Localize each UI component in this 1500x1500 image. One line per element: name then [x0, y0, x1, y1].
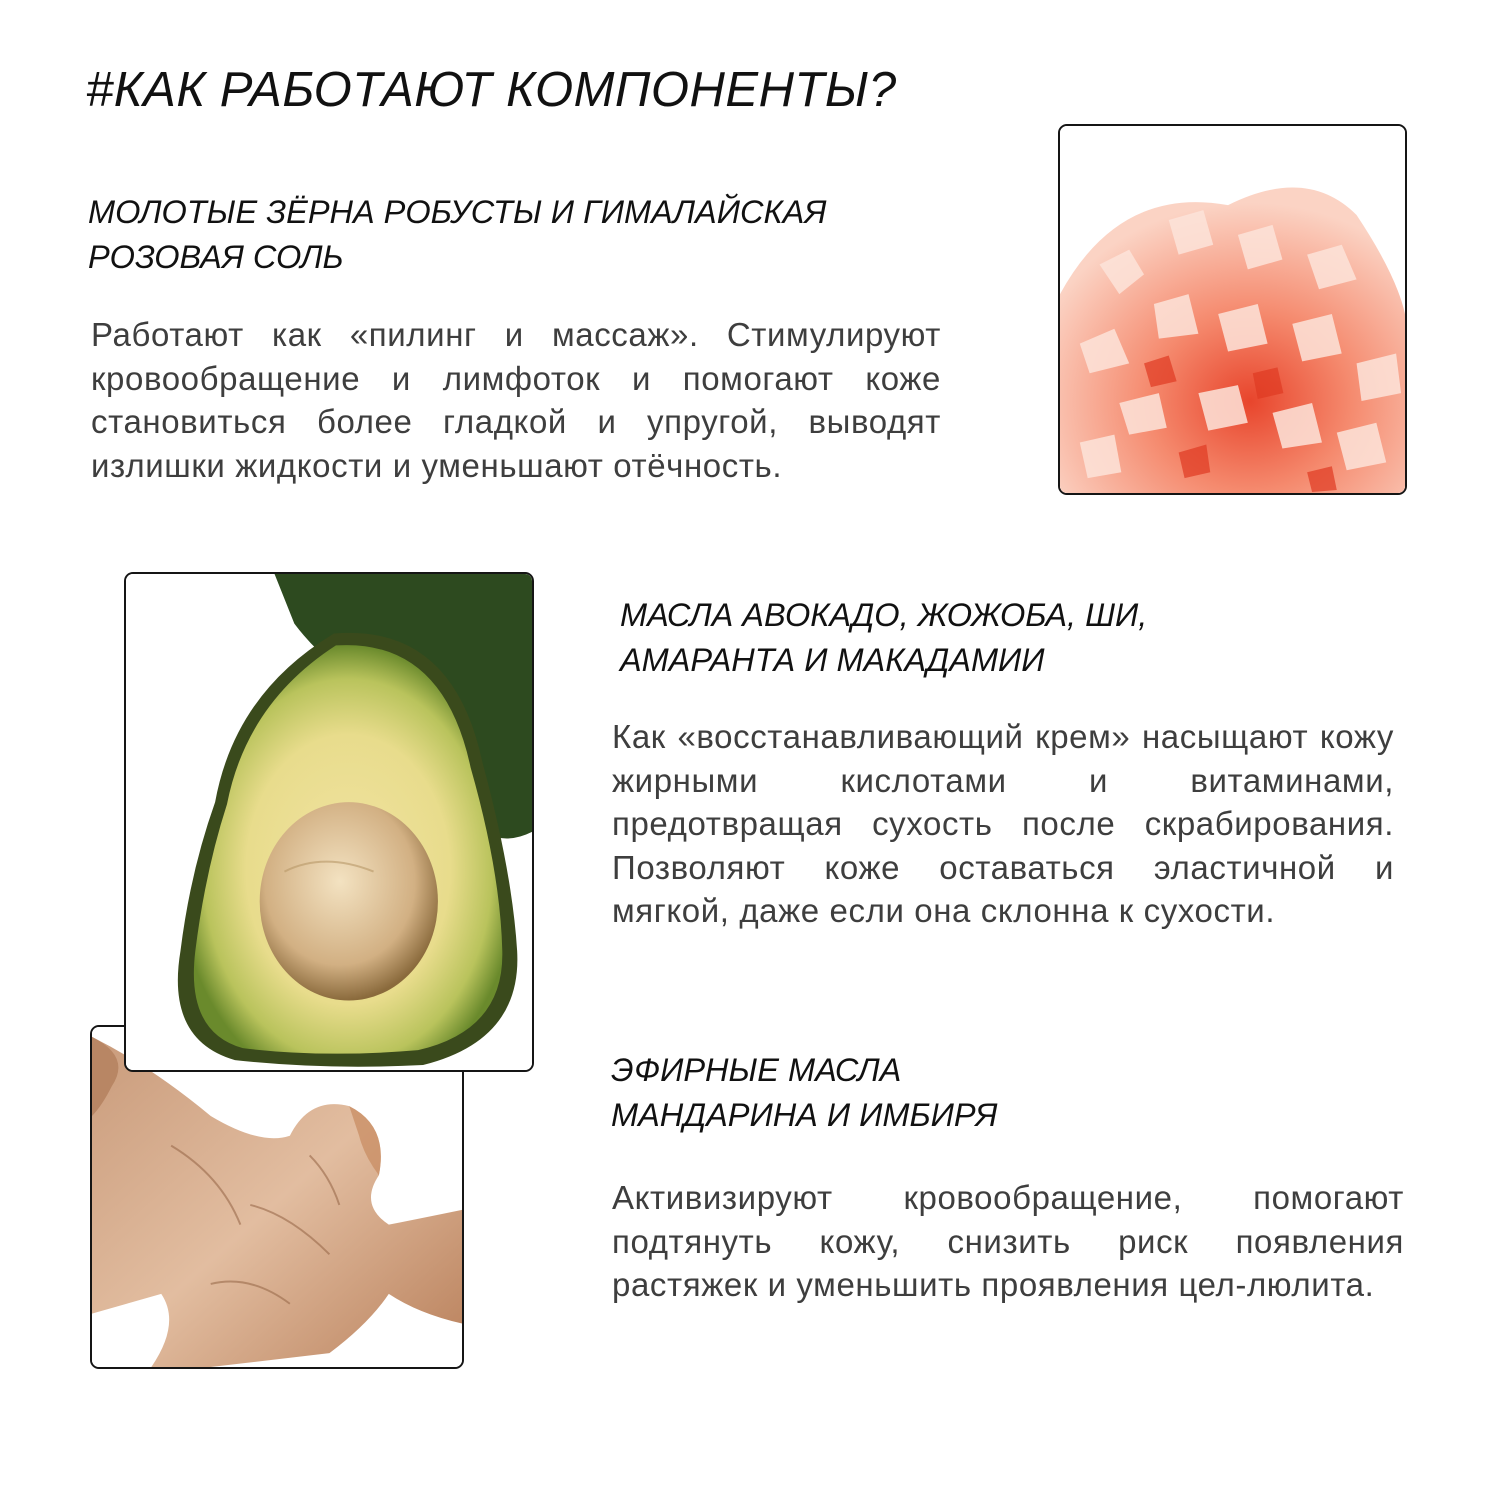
section-body-essential-oils: Активизируют кровообращение, помогают подтянуть кожу, снизить риск появления растяжек и уменьшить проявления цел-люлита. [612, 1179, 1404, 1303]
ginger-photo [90, 1025, 464, 1369]
pink-salt-illustration [1060, 126, 1405, 493]
section-heading-essential-oils [611, 1048, 997, 1138]
heading-line: МАСЛА АВОКАДО, ЖОЖОБА, ШИ, [620, 597, 1148, 633]
section-body-salt: Работают как «пилинг и массаж». Стимулируют кровообращение и лимфоток и помогают коже становиться более гладкой и упругой, выводят излишки жидкости и уменьшают отёчность. [91, 316, 941, 484]
page-title: #КАК РАБОТАЮТ КОМПОНЕНТЫ? [86, 63, 897, 117]
pink-salt-photo [1058, 124, 1407, 495]
heading-line: АМАРАНТА И МАКАДАМИИ [620, 642, 1045, 678]
heading-line: РОЗОВАЯ СОЛЬ [88, 239, 344, 275]
section-heading-salt [88, 190, 826, 280]
ginger-illustration [92, 1027, 462, 1367]
avocado-photo [124, 572, 534, 1072]
section-heading-oils [620, 593, 1147, 683]
heading-line: МАНДАРИНА И ИМБИРЯ [611, 1097, 998, 1133]
section-body-oils: Как «восстанавливающий крем» насыщают кожу жирными кислотами и витаминами, предотвращая сухость после скрабирования. Позволяют коже оставаться эластичной и мягкой, даже если она склонна к сухости. [612, 718, 1394, 929]
heading-line: ЭФИРНЫЕ МАСЛА [611, 1052, 902, 1088]
avocado-illustration [126, 574, 532, 1070]
heading-line: МОЛОТЫЕ ЗЁРНА РОБУСТЫ И ГИМАЛАЙСКАЯ [88, 194, 827, 230]
